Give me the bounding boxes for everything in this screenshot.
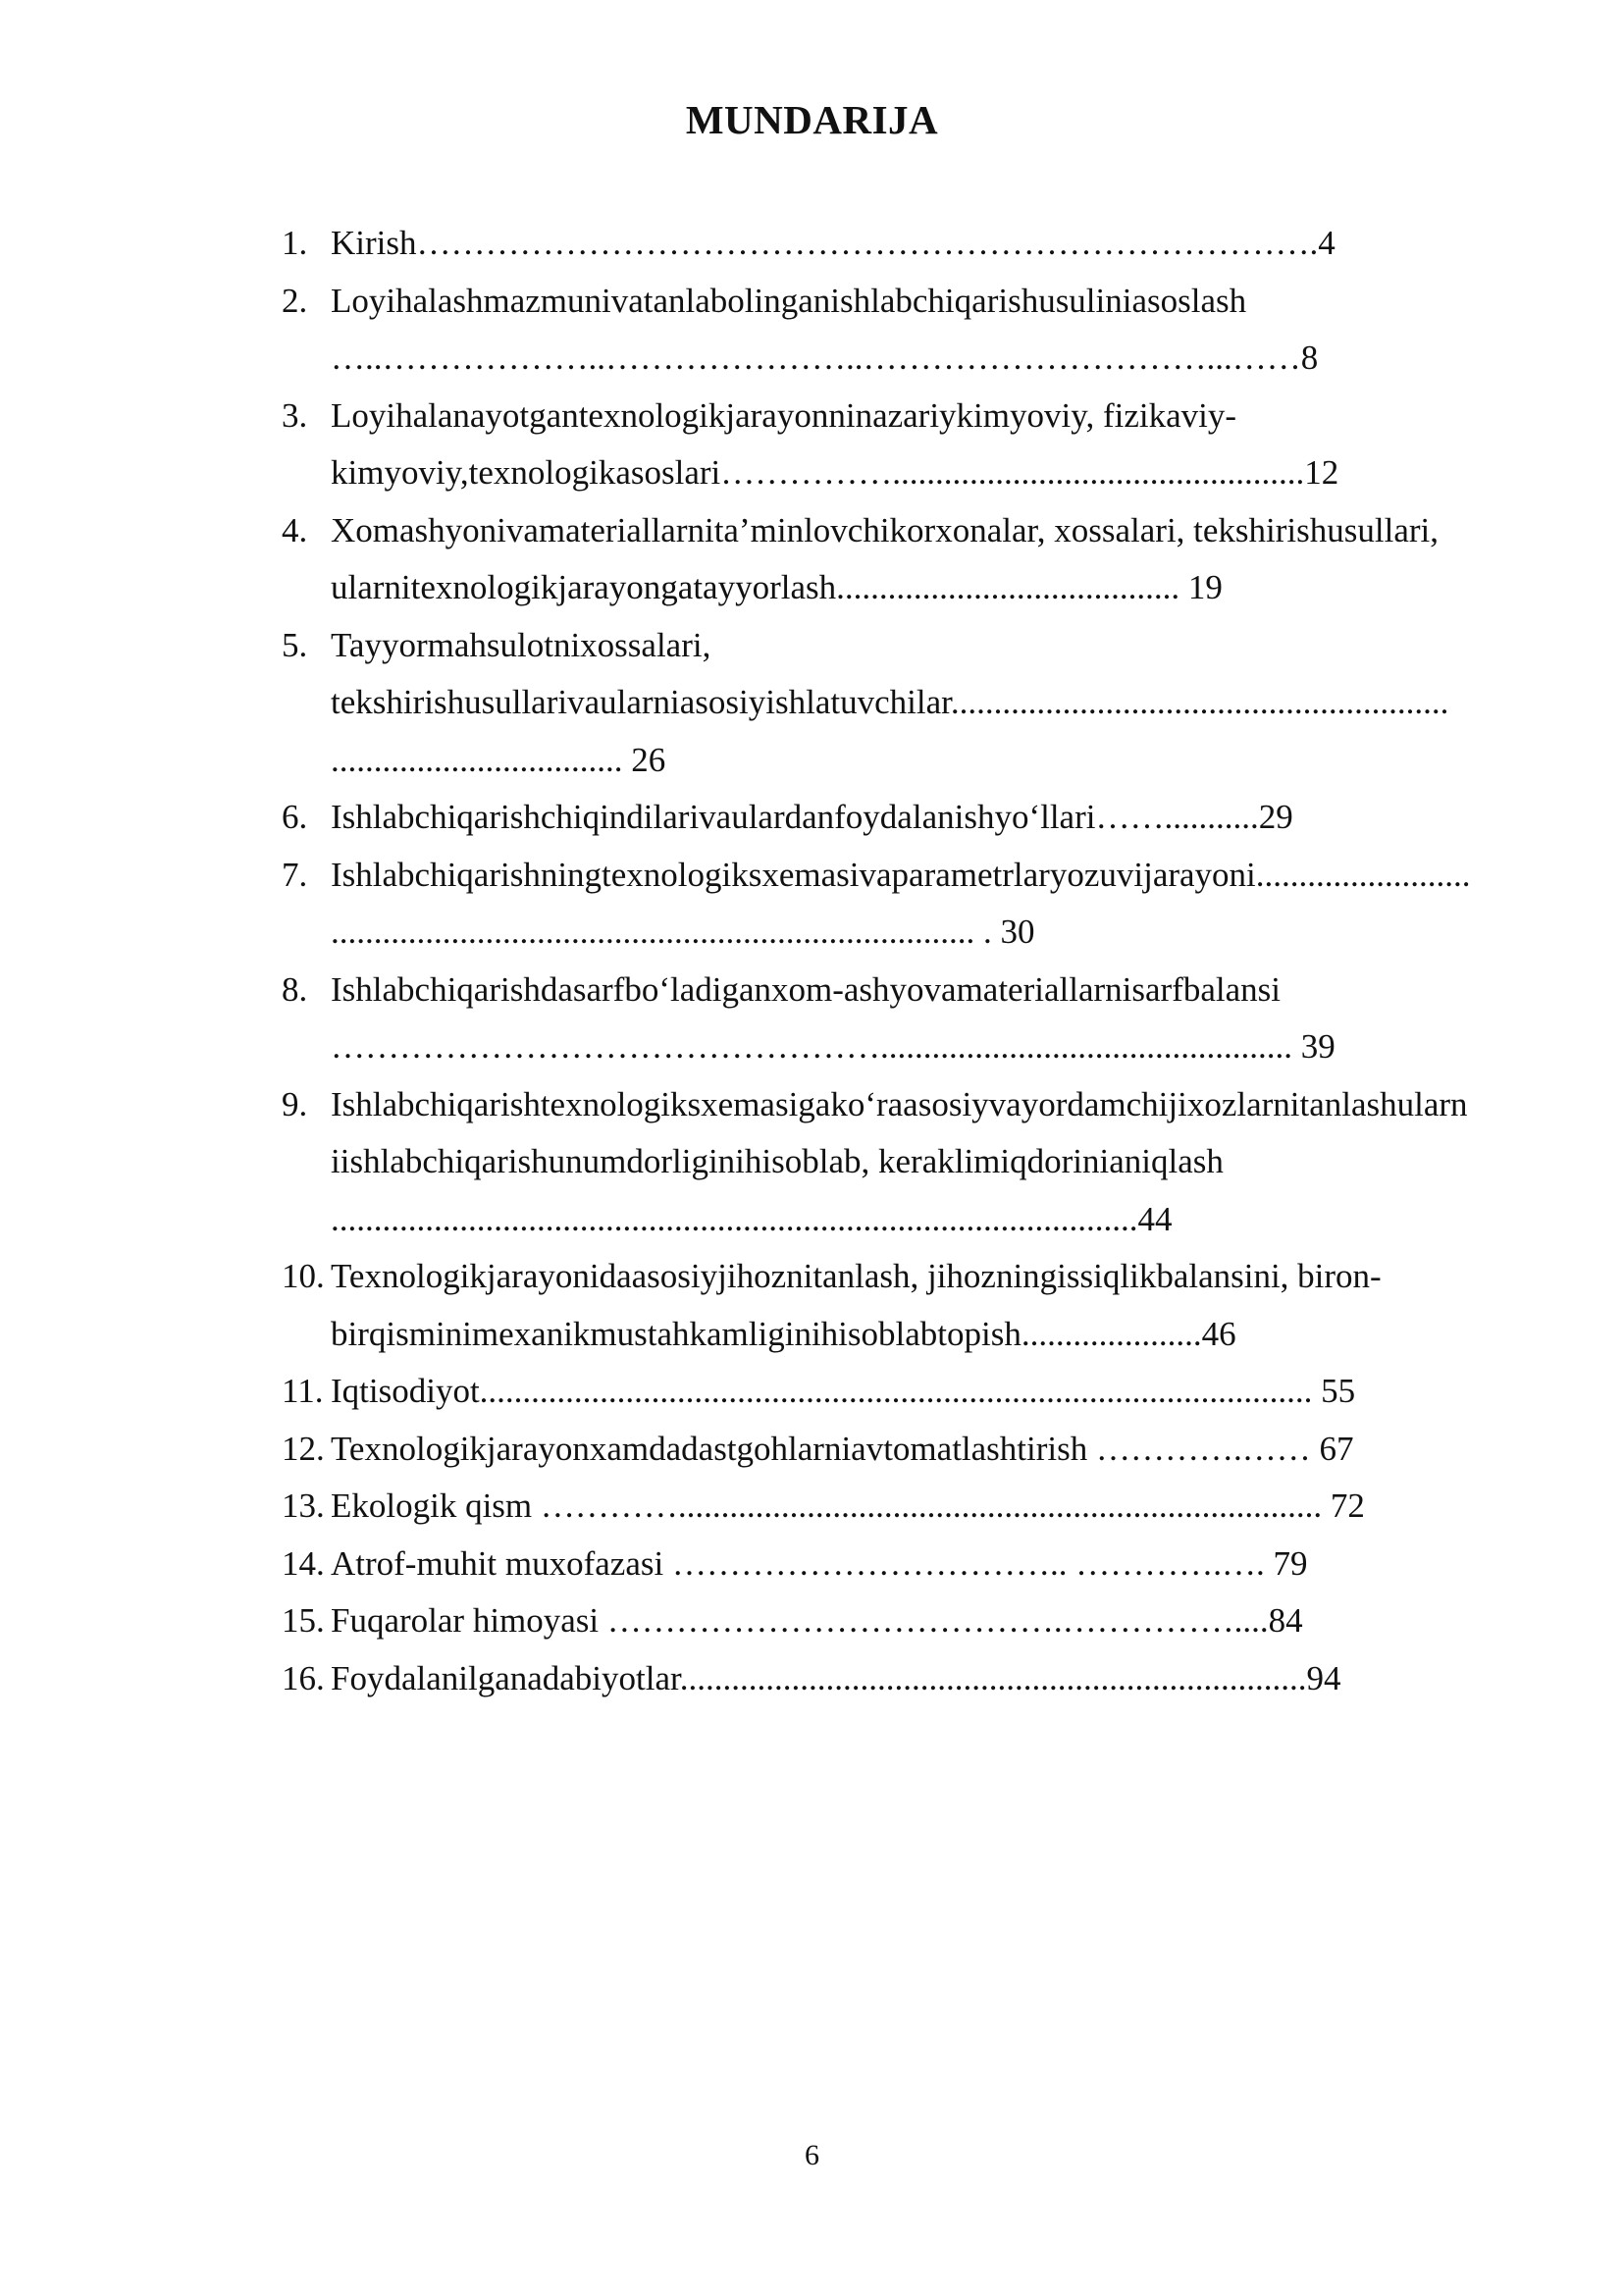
toc-entry-line: iishlabchiqarishunumdorliginihisoblab, keraklimiqdorinianiqlash (331, 1142, 1224, 1180)
toc-entry-text (331, 1536, 1616, 1593)
toc-entry (282, 1248, 1616, 1363)
toc-entry-line: birqisminimexanikmustahkamliginihisoblabtopish.....................46 (331, 1314, 1236, 1353)
toc-entry-number: 2. (282, 281, 308, 320)
toc-entry-number: 6. (282, 798, 308, 836)
toc-entry-number: 8. (282, 969, 308, 1009)
page-number: 6 (805, 2139, 819, 2171)
toc-entry (282, 1536, 1616, 1593)
toc-entry-line: Ishlabchiqarishningtexnologiksxemasivaparametrlaryozuvijarayoni......................... (331, 855, 1471, 894)
toc-entry-number: 11. (282, 1372, 324, 1410)
toc-entry-text (331, 1421, 1616, 1479)
toc-entry-number: 7. (282, 855, 308, 894)
toc-entry-line: kimyoviy,texnologikasoslari……………................................................12 (331, 453, 1339, 492)
toc-entry-line: Fuqarolar himoyasi ………………………………….……………....84 (331, 1601, 1303, 1640)
toc-entry (282, 617, 1616, 790)
toc-entry-line: Loyihalashmazmunivatanlabolinganishlabchiqarishusuliniasoslash (331, 281, 1247, 320)
toc-entry (282, 1421, 1616, 1479)
toc-entry (282, 1592, 1616, 1650)
toc-entry-number: 10. (282, 1257, 325, 1295)
toc-entry-text (331, 388, 1616, 502)
toc-entry-number: 1. (282, 224, 308, 262)
toc-entry (282, 388, 1616, 502)
toc-entry-line: tekshirishusullarivaularniasosiyishlatuvchilar.......................................................... (331, 683, 1449, 721)
toc-entry-line: Texnologikjarayonxamdadastgohlarniavtomatlashtirish ………….…… 67 (331, 1429, 1354, 1468)
toc-entry (282, 789, 1616, 847)
toc-entry-text (331, 1248, 1616, 1363)
toc-entry-number: 14. (282, 1543, 325, 1583)
toc-entry (282, 215, 1616, 273)
toc-entry-text (331, 273, 1616, 388)
toc-entry-line: Kirish…………………………………………………………………….4 (331, 224, 1336, 262)
toc-entry (282, 1478, 1616, 1536)
toc-entry-number: 16. (282, 1658, 325, 1697)
toc-entry-line: .................................. 26 (331, 740, 666, 779)
toc-entry-line: Loyihalanayotgantexnologikjarayonninazariykimyoviy, fizikaviy- (331, 395, 1237, 435)
toc-entry-text (331, 1363, 1616, 1421)
toc-entry-line: …………………………………………................................................ 39 (331, 1027, 1336, 1066)
toc-entry-line: Ishlabchiqarishtexnologiksxemasigako‘raasosiyvayordamchijixozlarnitanlashularn (331, 1084, 1468, 1123)
toc-entry-number: 5. (282, 625, 308, 664)
toc-entry (282, 847, 1616, 962)
toc-entry-text (331, 215, 1616, 273)
toc-entry-text (331, 789, 1616, 847)
table-of-contents (282, 215, 1616, 1707)
toc-entry-line: Texnologikjarayonidaasosiyjihoznitanlash, jihozningissiqlikbalansini, biron- (331, 1257, 1382, 1295)
page-title: MUNDARIJA (685, 97, 939, 142)
toc-entry (282, 1363, 1616, 1421)
toc-entry-text (331, 617, 1616, 790)
toc-entry (282, 1076, 1616, 1249)
toc-entry-text (331, 1478, 1616, 1536)
toc-entry (282, 273, 1616, 388)
toc-entry-line: Ekologik qism …………........................................................................... 72 (331, 1487, 1365, 1525)
toc-entry-number: 15. (282, 1601, 325, 1640)
toc-entry (282, 1650, 1616, 1708)
toc-entry-line: Ishlabchiqarishchiqindilarivaulardanfoydalanishyo‘llari……...........29 (331, 798, 1293, 836)
toc-entry-text (331, 1650, 1616, 1708)
toc-entry-text (331, 1076, 1616, 1249)
toc-entry-number: 9. (282, 1084, 308, 1123)
toc-entry (282, 502, 1616, 617)
toc-entry-line: Xomashyonivamateriallarnita’minlovchikorxonalar, xossalari, tekshirishusullari, (331, 510, 1440, 549)
toc-entry-number: 3. (282, 395, 308, 435)
toc-entry-text (331, 847, 1616, 962)
toc-entry-line: Ishlabchiqarishdasarfbo‘ladiganxom-ashyovamateriallarnisarfbalansi (331, 969, 1281, 1009)
toc-entry-line: Iqtisodiyot................................................................................................. 55 (331, 1372, 1356, 1410)
toc-entry-number: 12. (282, 1429, 325, 1468)
toc-entry-number: 4. (282, 510, 308, 549)
toc-entry-line: ........................................................................... . 30 (331, 913, 1035, 951)
toc-entry-text (331, 1592, 1616, 1650)
toc-entry-line: ..............................................................................................44 (331, 1199, 1173, 1238)
toc-entry-text (331, 502, 1616, 617)
toc-entry-text (331, 962, 1616, 1076)
toc-entry-line: …..………………..…………………..…………………………...……8 (331, 339, 1319, 377)
toc-entry-line: Foydalanilganadabiyotlar.........................................................................94 (331, 1658, 1341, 1697)
toc-entry-line: Atrof-muhit muxofazasi …………………………….. ………….…. 79 (331, 1543, 1308, 1583)
toc-entry-line: Tayyormahsulotnixossalari, (331, 625, 711, 664)
toc-entry-line: ularnitexnologikjarayongatayyorlash........................................ 19 (331, 568, 1223, 606)
toc-entry-number: 13. (282, 1487, 325, 1525)
toc-entry (282, 962, 1616, 1076)
